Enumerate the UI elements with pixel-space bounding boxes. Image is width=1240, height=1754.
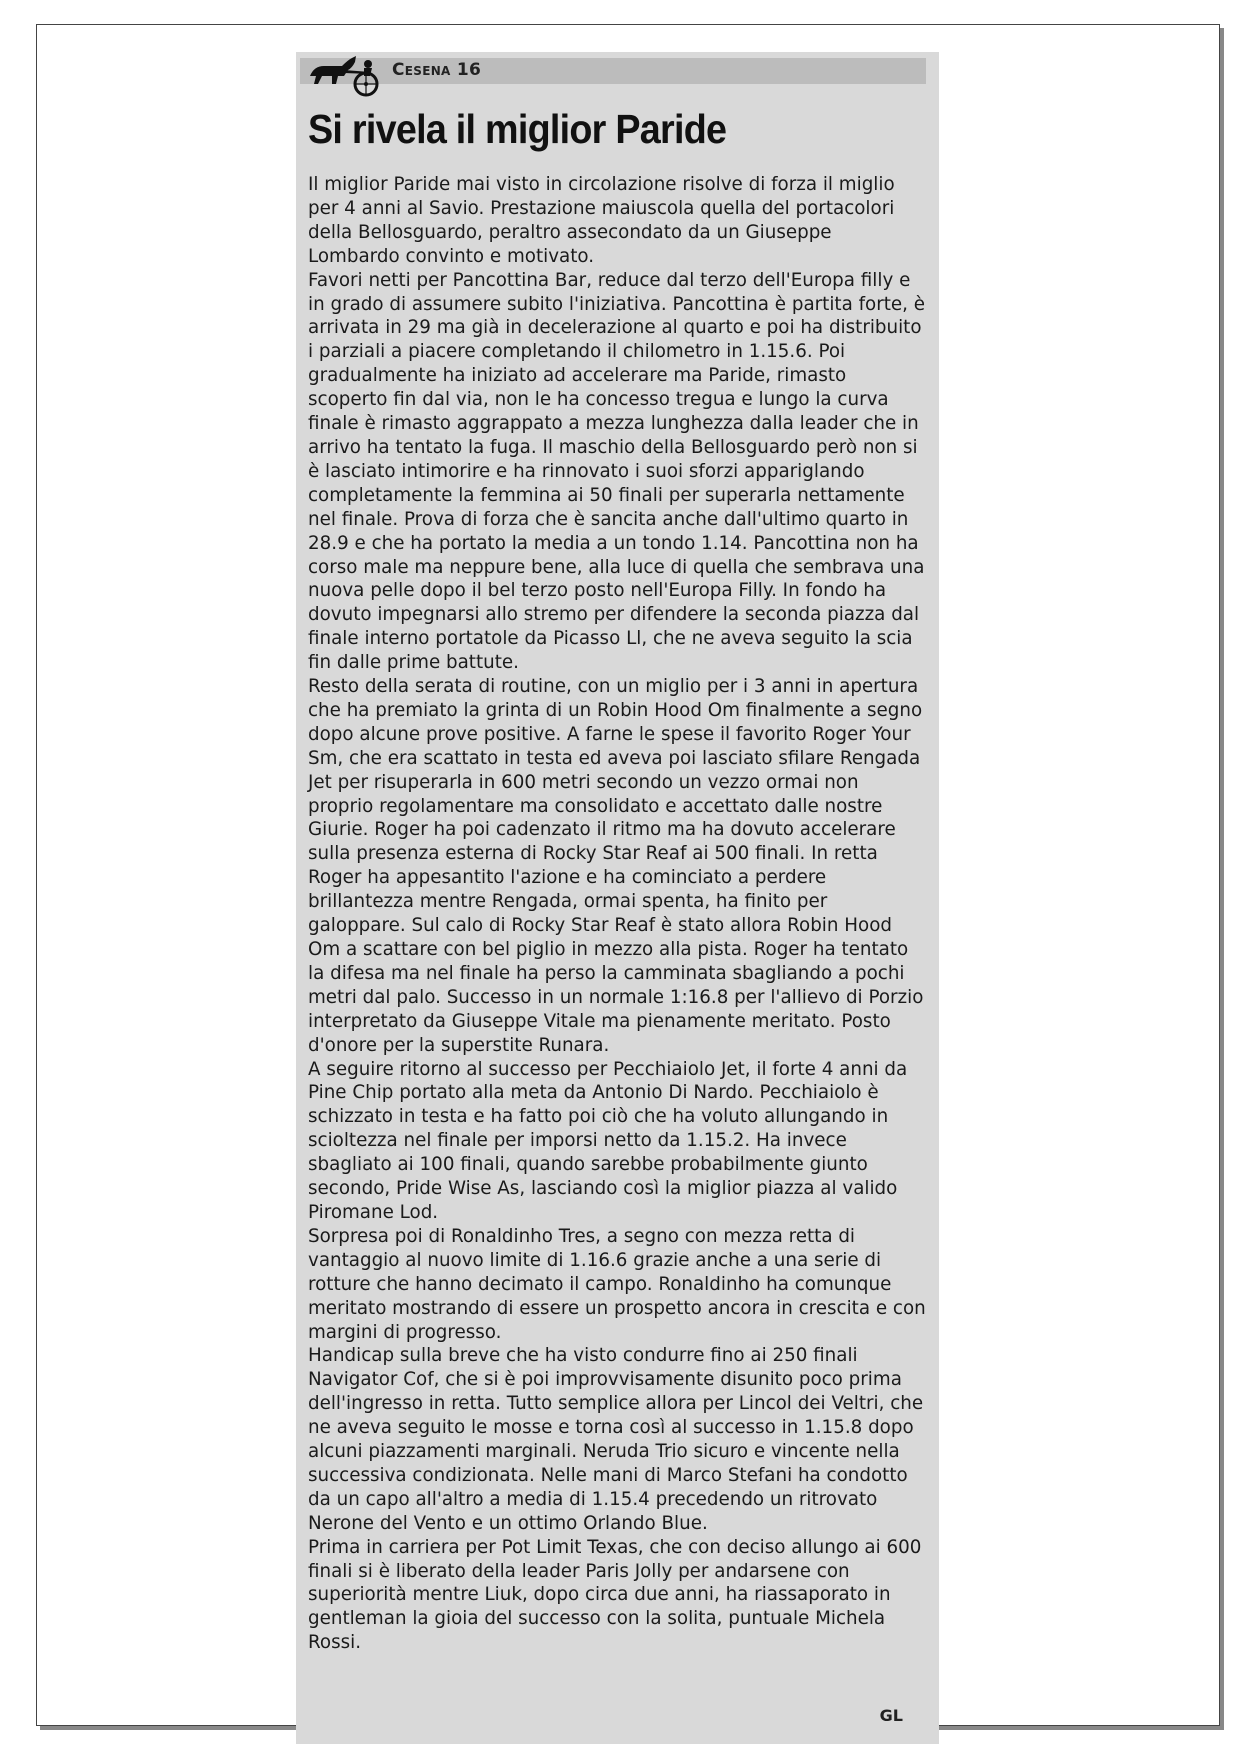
harness-racing-sulky-icon [308, 54, 382, 98]
article-paragraph: Favori netti per Pancottina Bar, reduce dal terzo dell'Europa filly e in grado di assumere subito l'iniziativa. Pancottina è partita forte, è arrivata in 29 ma già in decelerazione al quarto e poi ha distribuito i parziali a piacere completando il chilometro in 1.15.6. Poi gradualmente ha iniziato ad accelerare ma Paride, rimasto scoperto fin dal via, non le ha concesso tregua e lungo la curva finale è rimasto aggrappato a mezza lunghezza dalla leader che in arrivo ha tentato la fuga. Il maschio della Bellosguardo però non si è lasciato intimorire e ha rinnovato i suoi sforzi appariglando completamente la femmina ai 50 finali per superarla nettamente nel finale. Prova di forza che è sancita anche dall'ultimo quarto in 28.9 e che ha portato la media a un tondo 1.14. Pancottina non ha corso male ma neppure bene, alla luce di quella che sembrava una nuova pelle dopo il bel terzo posto nell'Europa Filly. In fondo ha dovuto impegnarsi allo stremo per difendere la seconda piazza dal finale interno portatole da Picasso Ll, che ne aveva seguito la scia fin dalle prime battute. [308, 269, 926, 674]
article-paragraph: Resto della serata di routine, con un miglio per i 3 anni in apertura che ha premiato la grinta di un Robin Hood Om finalmente a segno dopo alcune prove positive. A farne le spese il favorito Roger Your Sm, che era scattato in testa ed aveva poi lasciato sfilare Rengada Jet per risuperarla in 600 metri secondo un vezzo ormai non proprio regolamentare ma consolidato e accettato dalle nostre Giurie. Roger ha poi cadenzato il ritmo ma ha dovuto accelerare sulla presenza esterna di Rocky Star Reaf ai 500 finali. In retta Roger ha appesantito l'azione e ha cominciato a perdere brillantezza mentre Rengada, ormai spenta, ha finito per galoppare. Sul calo di Rocky Star Reaf è stato allora Robin Hood Om a scattare con bel piglio in mezzo alla pista. Roger ha tentato la difesa ma nel finale ha perso la camminata sbagliando a pochi metri dal palo. Successo in un normale 1:16.8 per l'allievo di Porzio interpretato da Giuseppe Vitale ma pienamente meritato. Posto d'onore per la superstite Runara. [308, 676, 924, 1056]
article-paragraph: A seguire ritorno al successo per Pecchiaiolo Jet, il forte 4 anni da Pine Chip portato alla meta da Antonio Di Nardo. Pecchiaiolo è schizzato in testa e ha fatto poi ciò che ha voluto allungando in scioltezza nel finale per imporsi netto da 1.15.2. Ha invece sbagliato ai 100 finali, quando sarebbe probabilmente giunto secondo, Pride Wise As, lasciando così la miglior piazza al valido Piromane Lod. [308, 1058, 908, 1223]
document-page [36, 24, 1220, 1726]
article-paragraph: Handicap sulla breve che ha visto condurre fino ai 250 finali Navigator Cof, che si è poi improvvisamente disunito poco prima dell'ingresso in retta. Tutto semplice allora per Lincol dei Veltri, che ne aveva seguito le mosse e torna così al successo in 1.15.8 dopo alcuni piazzamenti marginali. Neruda Trio sicuro e vincente nella successiva condizionata. Nelle mani di Marco Stefani ha condotto da un capo all'altro a media di 1.15.4 precedendo un ritrovato Nerone del Vento e un ottimo Orlando Blue. [308, 1345, 924, 1534]
article-body [308, 173, 928, 1655]
article-headline: Si rivela il miglior Paride [308, 106, 727, 152]
author-signature: GL [879, 1706, 903, 1725]
article-paragraph: Il miglior Paride mai visto in circolazione risolve di forza il miglio per 4 anni al Savio. Prestazione maiuscola quella del portacolori della Bellosguardo, peraltro assecondato da un Giuseppe Lombardo convinto e motivato. [308, 174, 895, 267]
article-paragraph: Sorpresa poi di Ronaldinho Tres, a segno con mezza retta di vantaggio al nuovo limite di 1.16.6 grazie anche a una serie di rotture che hanno decimato il campo. Ronaldinho ha comunque meritato mostrando di essere un prospetto ancora in crescita e con margini di progresso. [308, 1225, 926, 1343]
article-paragraph: Prima in carriera per Pot Limit Texas, che con deciso allungo ai 600 finali si è liberato della leader Paris Jolly per andarsene con superiorità mentre Liuk, dopo circa due anni, ha riassaporato in gentleman la gioia del successo con la solita, puntuale Michela Rossi. [308, 1536, 922, 1654]
section-label: Cesena 16 [392, 60, 482, 80]
newspaper-clipping [296, 52, 939, 1744]
